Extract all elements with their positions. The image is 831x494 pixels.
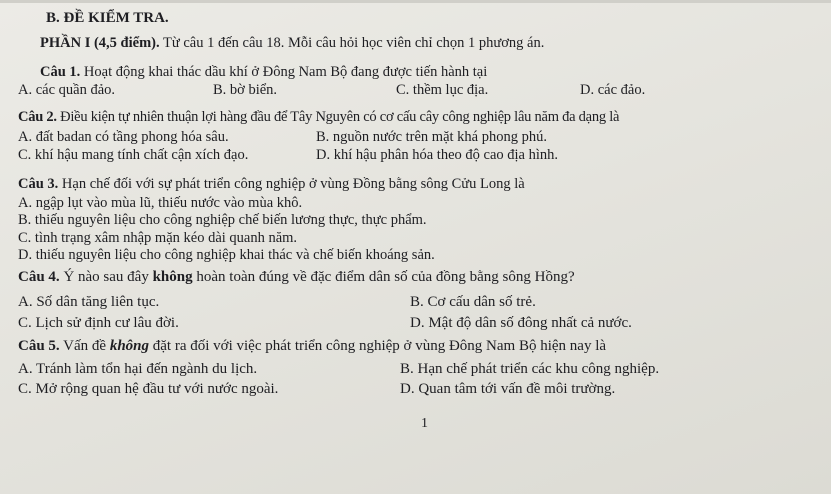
question-emphasis: không [109, 338, 150, 354]
question-text-post: hoàn toàn đúng về đặc điểm dân số của đồng bằng sông Hồng? [192, 269, 575, 285]
question-emphasis: không [152, 269, 193, 285]
option-5d: D. Quan tâm tới vấn đề môi trường. [400, 381, 616, 397]
part-title: PHẦN I (4,5 điểm). [40, 35, 160, 51]
option-1c: C. thềm lục địa. [396, 82, 489, 98]
question-text-pre: Ý nào sau đây [63, 269, 153, 285]
question-3 [18, 175, 525, 193]
option-3d: D. thiếu nguyên liệu cho công nghiệp khai thác và chế biến khoáng sản. [18, 247, 435, 263]
question-2 [18, 108, 619, 126]
question-text: Hoạt động khai thác dầu khí ở Đông Nam Bộ đang được tiến hành tại [83, 64, 488, 80]
page-top-edge [0, 0, 831, 3]
question-text-post: đặt ra đối với việc phát triển công nghiệp ở vùng Đông Nam Bộ hiện nay là [149, 338, 607, 354]
option-3c: C. tình trạng xâm nhập mặn kéo dài quanh năm. [18, 230, 298, 246]
option-5c: C. Mở rộng quan hệ đầu tư với nước ngoài. [18, 381, 279, 397]
option-2a: A. đất badan có tầng phong hóa sâu. [18, 129, 229, 145]
question-1 [40, 63, 487, 81]
option-2b: B. nguồn nước trên mặt khá phong phú. [316, 129, 547, 145]
question-label: Câu 2. [18, 109, 57, 125]
option-1d: D. các đảo. [580, 82, 646, 98]
question-text: Điều kiện tự nhiên thuận lợi hàng đầu để Tây Nguyên có cơ cấu cây công nghiệp lâu năm đa dạng là [60, 109, 620, 125]
option-4c: C. Lịch sử định cư lâu đời. [18, 315, 179, 331]
option-2c: C. khí hậu mang tính chất cận xích đạo. [18, 147, 249, 163]
option-5b: B. Hạn chế phát triển các khu công nghiệp. [400, 361, 660, 377]
part-heading [40, 34, 544, 52]
part-instructions: Từ câu 1 đến câu 18. Mỗi câu hỏi học viên chỉ chọn 1 phương án. [163, 35, 545, 51]
question-label: Câu 1. [40, 64, 81, 80]
option-5a: A. Tránh làm tổn hại đến ngành du lịch. [18, 361, 258, 377]
question-text-pre: Vấn đề [63, 338, 110, 354]
question-label: Câu 4. [18, 269, 60, 285]
question-label: Câu 5. [18, 338, 60, 354]
option-4d: D. Mật độ dân số đông nhất cả nước. [410, 315, 632, 331]
option-4b: B. Cơ cấu dân số trẻ. [410, 294, 536, 310]
page-number: 1 [421, 416, 428, 431]
question-label: Câu 3. [18, 176, 59, 192]
section-title: B. ĐỀ KIỂM TRA. [46, 10, 169, 26]
option-2d: D. khí hậu phân hóa theo độ cao địa hình. [316, 147, 559, 163]
option-1b: B. bờ biển. [213, 82, 278, 98]
option-3a: A. ngập lụt vào mùa lũ, thiếu nước vào mùa khô. [18, 195, 303, 211]
option-4a: A. Số dân tăng liên tục. [18, 294, 160, 310]
question-4 [18, 268, 575, 286]
option-3b: B. thiếu nguyên liệu cho công nghiệp chế biến lương thực, thực phẩm. [18, 212, 427, 228]
option-1a: A. các quần đảo. [18, 82, 116, 98]
question-text: Hạn chế đối với sự phát triển công nghiệp ở vùng Đồng bằng sông Cửu Long là [61, 176, 525, 192]
question-5 [18, 337, 606, 355]
